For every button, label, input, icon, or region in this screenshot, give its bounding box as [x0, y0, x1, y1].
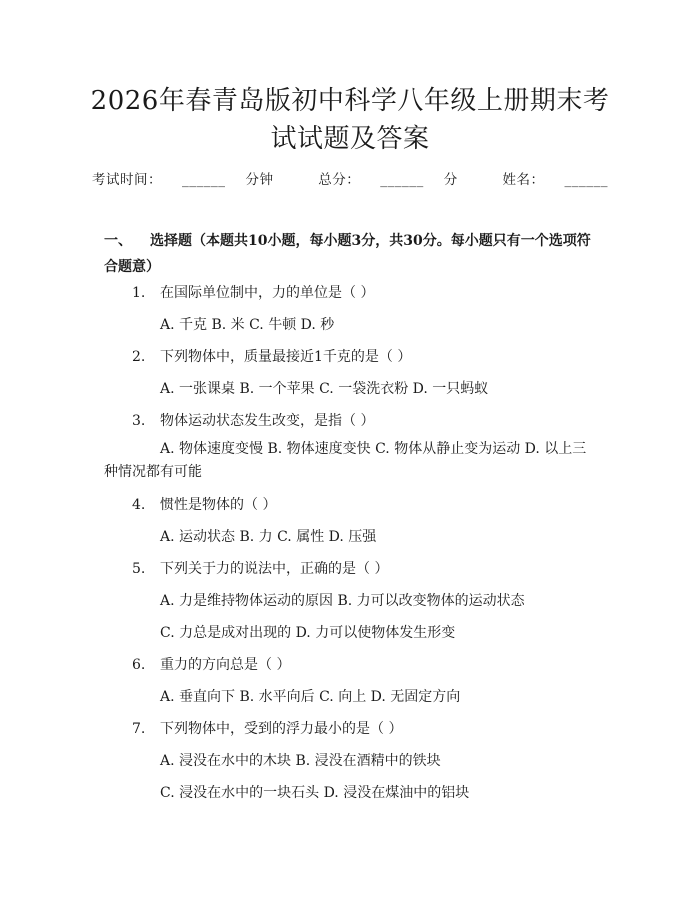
total-score-label: 总分：	[318, 172, 361, 188]
question-stem: 下列物体中，质量最接近1千克的是（ ）	[160, 349, 412, 365]
student-name-field	[493, 172, 619, 188]
question-3	[132, 410, 374, 430]
question-2-options: A. 一张课桌 B. 一个苹果 C. 一袋洗衣粉 D. 一只蚂蚁	[160, 381, 489, 397]
question-3-options: A. 物体速度变慢 B. 物体速度变快 C. 物体从静止变为运动 D. 以上三种情况都有可能	[104, 441, 587, 480]
question-number: 5.	[132, 561, 146, 577]
page-title: 2026年春青岛版初中科学八年级上册期末考试试题及答案	[90, 86, 610, 154]
question-stem: 物体运动状态发生改变，是指（ ）	[160, 413, 375, 429]
question-stem: 重力的方向总是（ ）	[160, 657, 291, 673]
question-5-options-line-1: A. 力是维持物体运动的原因 B. 力可以改变物体的运动状态	[160, 593, 525, 609]
question-4	[132, 494, 276, 514]
total-score-field	[308, 172, 468, 188]
question-number: 2.	[132, 349, 146, 365]
question-7-options-line-2: C. 浸没在水中的一块石头 D. 浸没在煤油中的铝块	[160, 785, 470, 801]
question-7-options-line-1: A. 浸没在水中的木块 B. 浸没在酒精中的铁块	[160, 753, 441, 769]
question-7	[132, 718, 402, 738]
exam-time-label: 考试时间：	[91, 172, 162, 188]
question-stem: 下列关于力的说法中，正确的是（ ）	[160, 561, 389, 577]
question-4-options: A. 运动状态 B. 力 C. 属性 D. 压强	[160, 529, 377, 545]
total-score-unit: 分	[443, 172, 458, 188]
question-number: 4.	[132, 497, 146, 513]
question-5	[132, 558, 388, 578]
section-title: 选择题（本题共10小题，每小题3分，共30分。每小题只有一个选项符合题意）	[104, 233, 591, 275]
question-number: 3.	[132, 413, 146, 429]
section-number: 一、	[104, 233, 132, 249]
total-score-blank: ______	[380, 172, 424, 188]
question-6	[132, 654, 290, 674]
student-name-blank: ______	[564, 172, 609, 188]
question-1-options: A. 千克 B. 米 C. 牛顿 D. 秒	[160, 317, 335, 333]
question-number: 7.	[132, 721, 146, 737]
question-number: 1.	[132, 285, 146, 301]
exam-info-line	[0, 168, 700, 188]
exam-time-unit: 分钟	[245, 172, 274, 188]
student-name-label: 姓名：	[502, 172, 545, 188]
section-heading	[104, 228, 596, 280]
exam-time-blank: ______	[181, 172, 226, 188]
question-6-options: A. 垂直向下 B. 水平向后 C. 向上 D. 无固定方向	[160, 689, 461, 705]
question-stem: 下列物体中，受到的浮力最小的是（ ）	[160, 721, 403, 737]
question-1	[132, 282, 374, 302]
question-2	[132, 346, 411, 366]
question-stem: 在国际单位制中，力的单位是（ ）	[160, 285, 375, 301]
question-number: 6.	[132, 657, 146, 673]
question-stem: 惯性是物体的（ ）	[160, 497, 277, 513]
question-5-options-line-2: C. 力总是成对出现的 D. 力可以使物体发生形变	[160, 625, 456, 641]
exam-time-field	[82, 172, 284, 188]
